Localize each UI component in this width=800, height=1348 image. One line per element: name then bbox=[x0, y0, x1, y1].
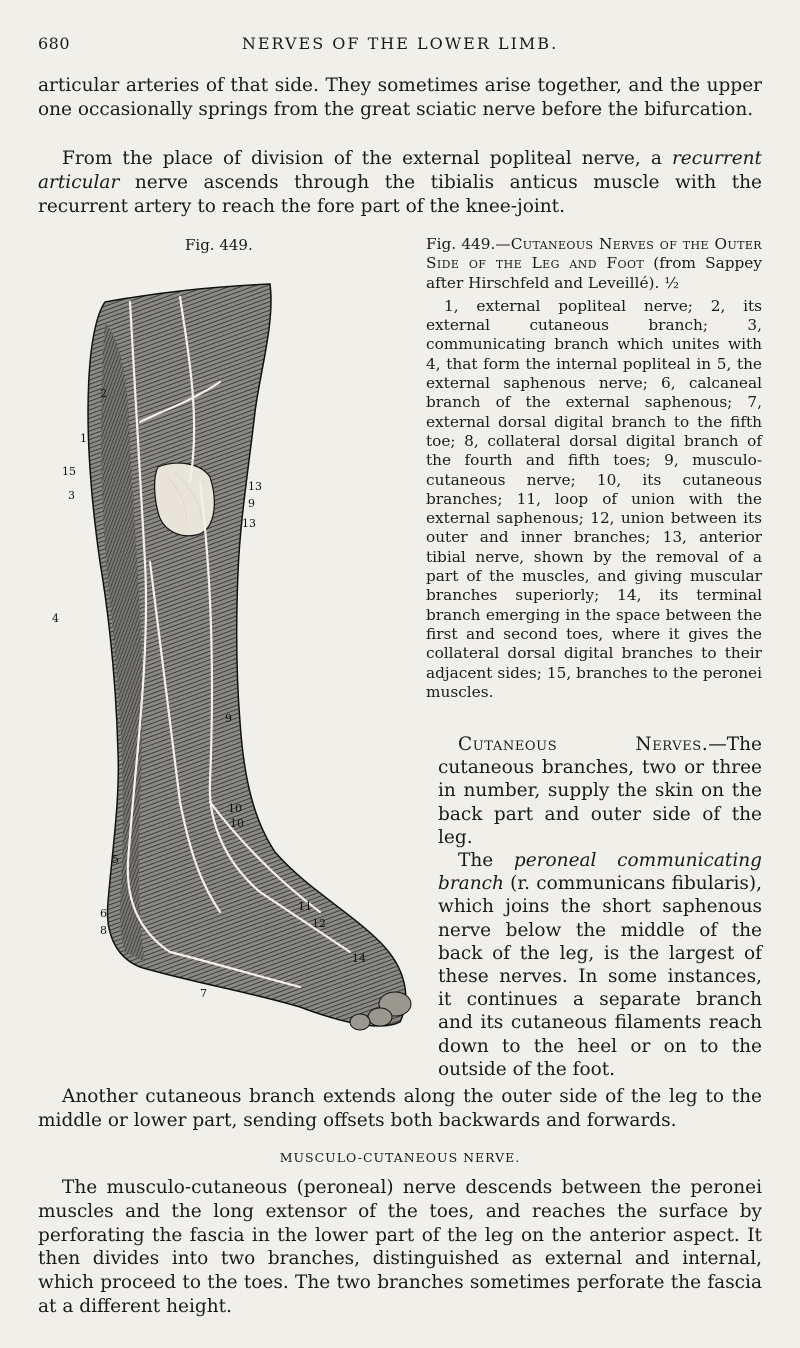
callout-8: 8 bbox=[100, 924, 107, 937]
callout-5: 5 bbox=[112, 853, 119, 866]
callout-14: 14 bbox=[352, 952, 366, 965]
callout-6: 6 bbox=[100, 907, 107, 920]
paragraph-recurrent-articular: From the place of division of the external popliteal nerve, a recurrent articular nerve ascends through the tibialis anticus muscle with the recurrent artery to reach the fore part of the knee-joint. bbox=[38, 148, 762, 217]
callout-3: 3 bbox=[68, 489, 75, 502]
leg-foot-nerve-illustration bbox=[50, 262, 418, 1040]
callout-9a: 9 bbox=[248, 497, 255, 510]
callout-9b: 9 bbox=[225, 712, 232, 725]
figure-caption bbox=[426, 235, 762, 702]
term-peroneal-communicating-branch: peroneal communicating branch bbox=[438, 850, 762, 895]
cutaneous-nerves-heading: Cutaneous Nerves. bbox=[458, 734, 709, 755]
running-title: NERVES OF THE LOWER LIMB. bbox=[241, 34, 559, 53]
callout-10b: 10 bbox=[230, 817, 244, 830]
term-recurrent-articular: recurrent articular bbox=[38, 148, 762, 193]
callout-2: 2 bbox=[100, 387, 107, 400]
callout-10a: 10 bbox=[228, 802, 242, 815]
page-number: 680 bbox=[38, 34, 71, 53]
paragraph-articular-arteries: articular arteries of that side. They sometimes arise together, and the upper one occasionally springs from the great sciatic nerve before the bifurcation. bbox=[38, 75, 762, 120]
callout-1: 1 bbox=[80, 432, 87, 445]
caption-legend: 1, external popliteal nerve; 2, its external cutaneous branch; 3, communicating branch which unites with 4, that form the internal popliteal in 5, the external saphenous nerve; 6, calcaneal branch of the external saphenous; 7, external dorsal digital branch to the fifth toe; 8, collateral dorsal digital branch of the fourth and fifth toes; 9, musculo-cutaneous nerve; 10, its cutaneous branches; 11, loop of union with the external saphenous; 12, union between its outer and inner branches; 13, anterior tibial nerve, shown by the removal of a part of the muscles, and giving muscular branches superiorly; 14, its terminal branch emerging in the space between the first and second toes, where it gives the collateral dorsal digital branches to their adjacent sides; 15, branches to the peronei muscles. bbox=[426, 296, 762, 701]
running-header bbox=[38, 34, 762, 56]
callout-13b: 13 bbox=[242, 517, 256, 530]
callout-7: 7 bbox=[200, 987, 207, 1000]
figure-label: Fig. 449. bbox=[185, 236, 253, 254]
caption-heading: Fig. 449.—Cutaneous Nerves of the Outer Side of the Leg and Foot (from Sappey after Hirschfeld and Leveillé). ½ bbox=[426, 235, 762, 292]
caption-title: Cutaneous Nerves of the Outer Side of the Leg and Foot bbox=[426, 235, 762, 273]
caption-scale: ½ bbox=[664, 273, 680, 292]
paragraph-another-cutaneous-branch: Another cutaneous branch extends along the outer side of the leg to the middle or lower part, sending offsets both backwards and forwards. bbox=[38, 1086, 762, 1131]
paragraph-cutaneous-nerves: Cutaneous Nerves.—The cutaneous branches, two or three in number, supply the skin on the back part and outer side of the leg. bbox=[438, 734, 762, 848]
paragraph-musculo-cutaneous: The musculo-cutaneous (peroneal) nerve descends between the peronei muscles and the long extensor of the toes, and reaches the surface by perforating the fascia in the lower part of the leg on the anterior aspect. It then divides into two branches, distinguished as external and internal, which proceed to the toes. The two branches sometimes perforate the fascia at a different height. bbox=[38, 1177, 762, 1317]
callout-4: 4 bbox=[52, 612, 59, 625]
callout-13a: 13 bbox=[248, 480, 262, 493]
section-heading-musculo-cutaneous: MUSCULO-CUTANEOUS NERVE. bbox=[279, 1150, 521, 1165]
callout-15: 15 bbox=[62, 465, 76, 478]
callout-11: 11 bbox=[298, 900, 312, 913]
cutaneous-nerves-section bbox=[438, 733, 762, 1081]
paragraph-peroneal-communicating: The peroneal communicating branch (r. communicans fibularis), which joins the short saphenous nerve below the middle of the back of the leg, is the largest of these nerves. In some instances, it continues a separate branch and its cutaneous filaments reach down to the heel or on to the outside of the foot. bbox=[438, 850, 762, 1080]
callout-12: 12 bbox=[312, 917, 326, 930]
